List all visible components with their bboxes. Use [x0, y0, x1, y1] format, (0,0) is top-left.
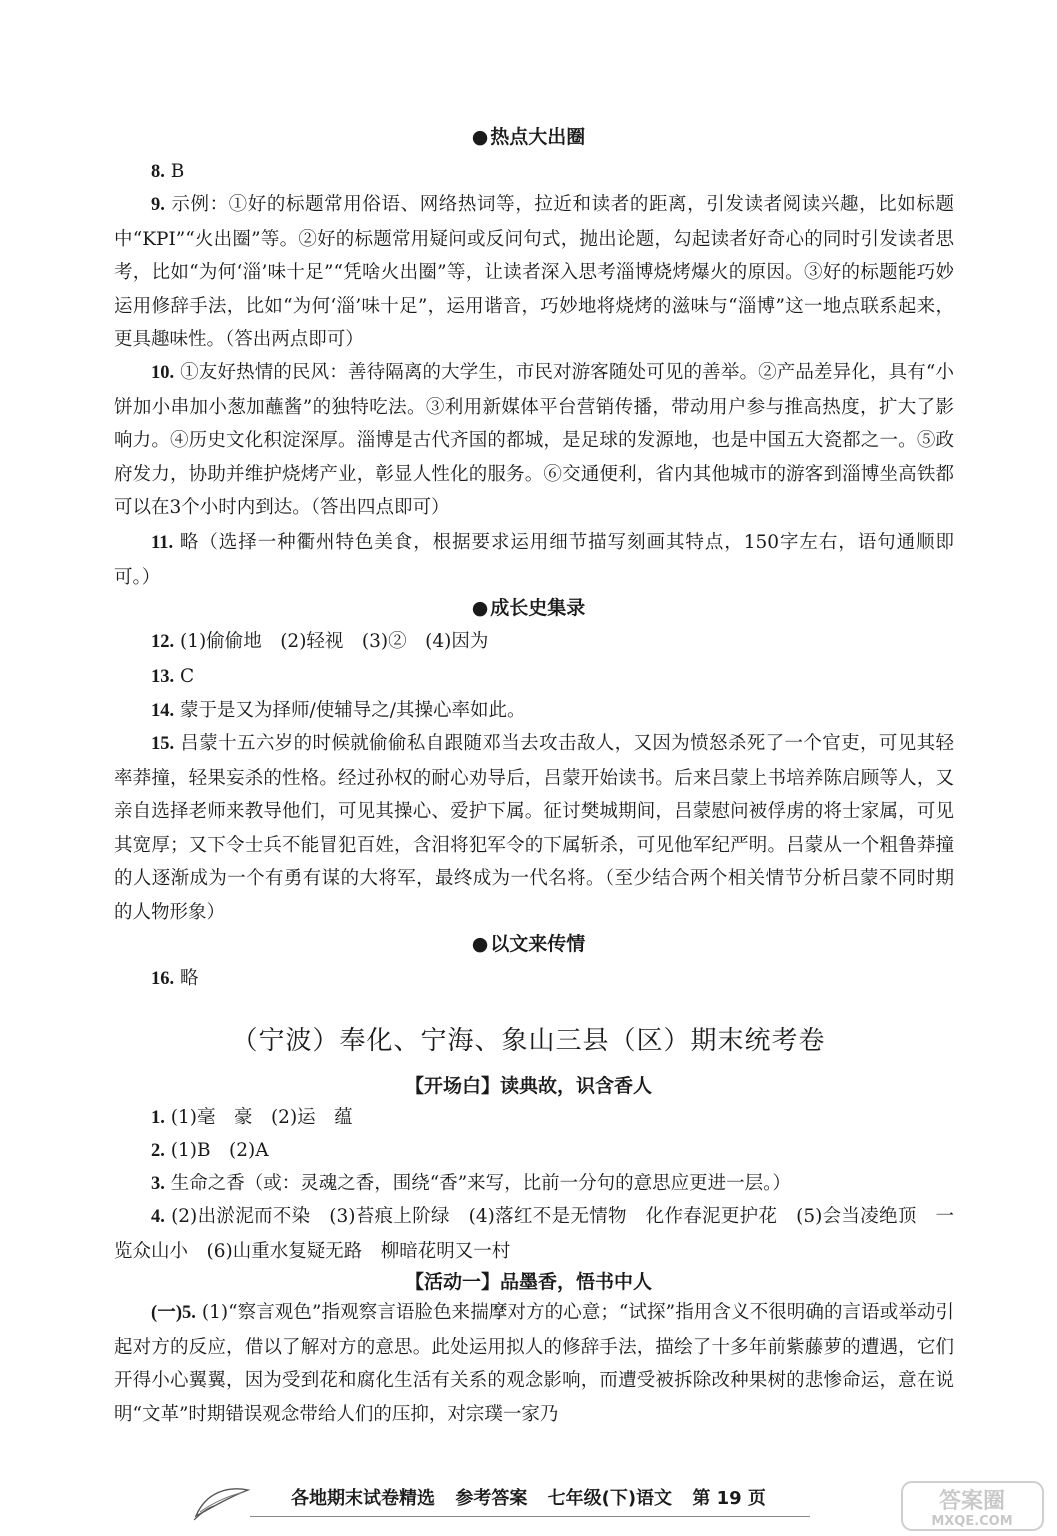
answer-item: 3. 生命之香（或：灵魂之香，围绕“香”来写，比前一分句的意思应更进一层。） — [151, 1173, 791, 1194]
section-heading-activity-one: 【活动一】品墨香，悟书中人 — [404, 1271, 652, 1293]
footer-book-title: 各地期末试卷精选 — [291, 1488, 436, 1509]
section-heading-opening: 【开场白】读典故，识含香人 — [404, 1075, 652, 1097]
section-heading-growth-history: ● 成长史集录 — [471, 597, 586, 619]
answer-item: 15. 吕蒙十五六岁的时候就偷偷私自跟随邓当去攻击敌人，又因为愤怒杀死了一个官吏，可见其轻率莽撞，轻果妄杀的性格。经过孙权的耐心劝导后，吕蒙开始读书。后来吕蒙上书培养陈启顾等人，又亲自选择老师来教导他们，可见其操心、爱护下属。征讨樊城期间，吕蒙慰问被俘虏的将士家属，可见其宽厚；又下令士兵不能冒犯百姓，含泪将犯军令的下属斩杀，可见他军纪严明。吕蒙从一个粗鲁莽撞的人逐渐成为一个有勇有谋的大将军，最终成为一代名将。（至少结合两个相关情节分析吕蒙不同时期的人物形象） — [114, 733, 954, 923]
answer-item: 12. (1)偷偷地 (2)轻视 (3)② (4)因为 — [151, 631, 489, 652]
answer-item: 10. ①友好热情的民风：善待隔离的大学生，市民对游客随处可见的善举。②产品差异化，具有“小饼加小串加小葱加蘸酱”的独特吃法。③利用新媒体平台营销传播，带动用户参与推高热度，扩大了影响力。④历史文化积淀深厚。淄博是古代齐国的都城，是足球的发源地，也是中国五大瓷都之一。⑤政府发力，协助并维护烧烤产业，彰显人性化的服务。⑥交通便利，省内其他城市的游客到淄博坐高铁都可以在3个小时内到达。（答出四点即可） — [114, 362, 954, 518]
answer-item: 16. 略 — [151, 968, 199, 989]
answer-item: 9. 示例：①好的标题常用俗语、网络热词等，拉近和读者的距离，引发读者阅读兴趣，比如标题中“KPI”“火出圈”等。②好的标题常用疑问或反问句式，抛出论题，勾起读者好奇心的同时引发读者思考，比如“为何‘淄’味十足”“凭啥火出圈”等，让读者深入思考淄博烧烤爆火的原因。③好的标题能巧妙运用修辞手法，比如“为何‘淄’味十足”，运用谐音，巧妙地将烧烤的滋味与“淄博”这一地点联系起来，更具趣味性。（答出两点即可） — [114, 194, 954, 350]
exam-title: （宁波）奉化、宁海、象山三县（区）期末统考卷 — [231, 1026, 826, 1056]
footer-section: 参考答案 — [455, 1488, 528, 1509]
page-footer — [0, 1486, 1057, 1526]
footer-page-number: 第 19 页 — [692, 1488, 766, 1509]
answer-item: 1. (1)毫 豪 (2)运 蕴 — [151, 1107, 353, 1128]
footer-divider — [250, 1516, 810, 1517]
answer-item: 4. (2)出淤泥而不染 (3)苔痕上阶绿 (4)落红不是无情物 化作春泥更护花 (5)会当凌绝顶 一览众山小 (6)山重水复疑无路 柳暗花明又一村 — [114, 1206, 954, 1262]
answer-item: 8. B — [151, 161, 185, 182]
answer-item: 13. C — [151, 666, 195, 687]
watermark-logo — [900, 1480, 1045, 1532]
footer-grade: 七年级(下)语文 — [547, 1488, 673, 1509]
answer-item: 2. (1)B (2)A — [151, 1140, 269, 1161]
answer-item: 14. 蒙于是又为择师/使辅导之/其操心率如此。 — [151, 700, 526, 721]
answer-item: 11. 略（选择一种衢州特色美食，根据要求运用细节描写刻画其特点，150字左右，语句通顺即可。） — [114, 532, 954, 588]
section-heading-writing: ● 以文来传情 — [471, 933, 586, 955]
section-heading-hot-topics: ● 热点大出圈 — [471, 126, 586, 148]
watermark-line2: MXQE.COM — [931, 1514, 1013, 1529]
answer-item: (一)5. (1)“察言观色”指观察言语脸色来揣摩对方的心意；“试探”指用含义不很明确的言语或举动引起对方的反应，借以了解对方的意思。此处运用拟人的修辞手法，描绘了十多年前紫藤萝的遭遇，它们开得小心翼翼，因为受到花和腐化生活有关系的观念影响，而遭受被拆除改种果树的悲惨命运，意在说明“文革”时期错误观念带给人们的压抑，对宗璞一家乃 — [114, 1302, 955, 1425]
watermark-line1: 答案圈 — [938, 1489, 1006, 1514]
